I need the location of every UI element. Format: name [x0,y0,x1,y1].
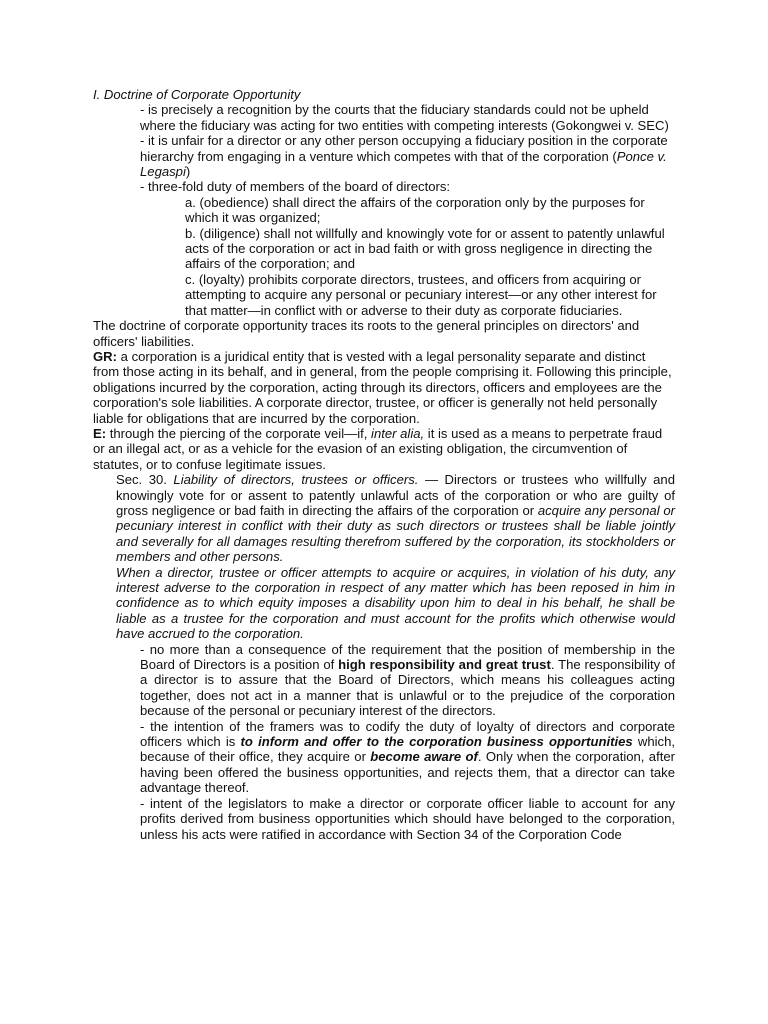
document-page [93,87,675,842]
duty-diligence: b. (diligence) shall not willfully and knowingly vote for or assent to patently unlawful acts of the corporation or act in bad faith or with gross negligence in directing the affairs of the corporation; and [185,225,665,272]
section-30-paragraph: Sec. 30. Liability of directors, trustees or officers. — Directors or trustees who willfully and knowingly vote for or assent to patently unlawful acts of the corporation or who are guilty of gross negligence or bad faith in directing the affairs of the corporation or acquire any personal or pecuniary interest in conflict with their duty as such directors or trustees shall be liable jointly and severally for all damages resulting therefrom suffered by the corporation, its stockholders or members and other persons. [116,472,675,565]
section-30-title: Liability of directors, trustees or officers. [173,472,419,488]
point-consequence: - no more than a consequence of the requirement that the position of membership in the Board of Directors is a position of high responsibility and great trust. The responsibility of a director is to assure that the Board of Directors, which means his colleagues acting together, does not act in a manner that is unlawful or to the prejudice of the corporation because of the personal or pecuniary interest of the directors. [140,641,676,719]
exception-paragraph: E: through the piercing of the corporate veil—if, inter alia, it is used as a means to perpetrate fraud or an illegal act, or as a vehicle for the evasion of an existing obligation, the circumvention of statutes, or to confuse legitimate issues. [93,425,663,472]
exception-label: E: [93,425,107,441]
point-gokongwei: - is precisely a recognition by the courts that the fiduciary standards could not be upheld where the fiduciary was acting for two entities with competing interests (Gokongwei v. SEC) [140,102,669,133]
duty-loyalty: c. (loyalty) prohibits corporate directors, trustees, and officers from acquiring or attempting to acquire any personal or pecuniary interest—or any other interest for that matter—in conflict with or adverse to their duty as corporate fiduciaries. [185,271,657,318]
point-threefold-duty: - three-fold duty of members of the board of directors: [140,179,451,195]
general-rule-label: GR: [93,348,118,364]
point-legislators-intent: - intent of the legislators to make a director or corporate officer liable to account for any profits derived from business opportunities which should have belonged to the corporation, unless his acts were ratified in accordance with Section 34 of the Corporation Code [140,795,675,842]
section-heading: I. Doctrine of Corporate Opportunity [93,87,301,102]
duty-obedience: a. (obedience) shall direct the affairs of the corporation only by the purposes for which it was organized; [185,194,645,226]
section-30-paragraph-2: When a director, trustee or officer attempts to acquire or acquires, in violation of his duty, any interest adverse to the corporation in respect of any matter which has been reposed in him in confidence as to which equity imposes a disability upon him to deal in his behalf, he shall be liable as a trustee for the corporation and must account for the profits which otherwise would have accrued to the corporation. [116,564,675,642]
point-framers-intent: - the intention of the framers was to codify the duty of loyalty of directors and corporate officers which is to inform and offer to the corporation business opportunities which, because of their office, they acquire or become aware of. Only when the corporation, after having been offered the business opportunities, and rejects them, that a director can take advantage thereof. [140,718,675,796]
roots-paragraph: The doctrine of corporate opportunity traces its roots to the general principles on directors' and officers' liabilities. [93,318,640,349]
general-rule-paragraph: GR: a corporation is a juridical entity that is vested with a legal personality separate and distinct from those acting in its behalf, and in general, from the people comprising it. Following this principle, obligations incurred by the corporation, acting through its directors, officers and employees are the corporation's sole liabilities. A corporate director, trustee, or officer is generally not held personally liable for obligations that are incurred by the corporation. [93,348,672,426]
case-citation: Ponce v. Legaspi [140,148,667,180]
point-ponce: - it is unfair for a director or any other person occupying a fiduciary position in the corporate hierarchy from engaging in a venture which competes with that of the corporation (Ponce v. Legaspi) [140,133,668,180]
